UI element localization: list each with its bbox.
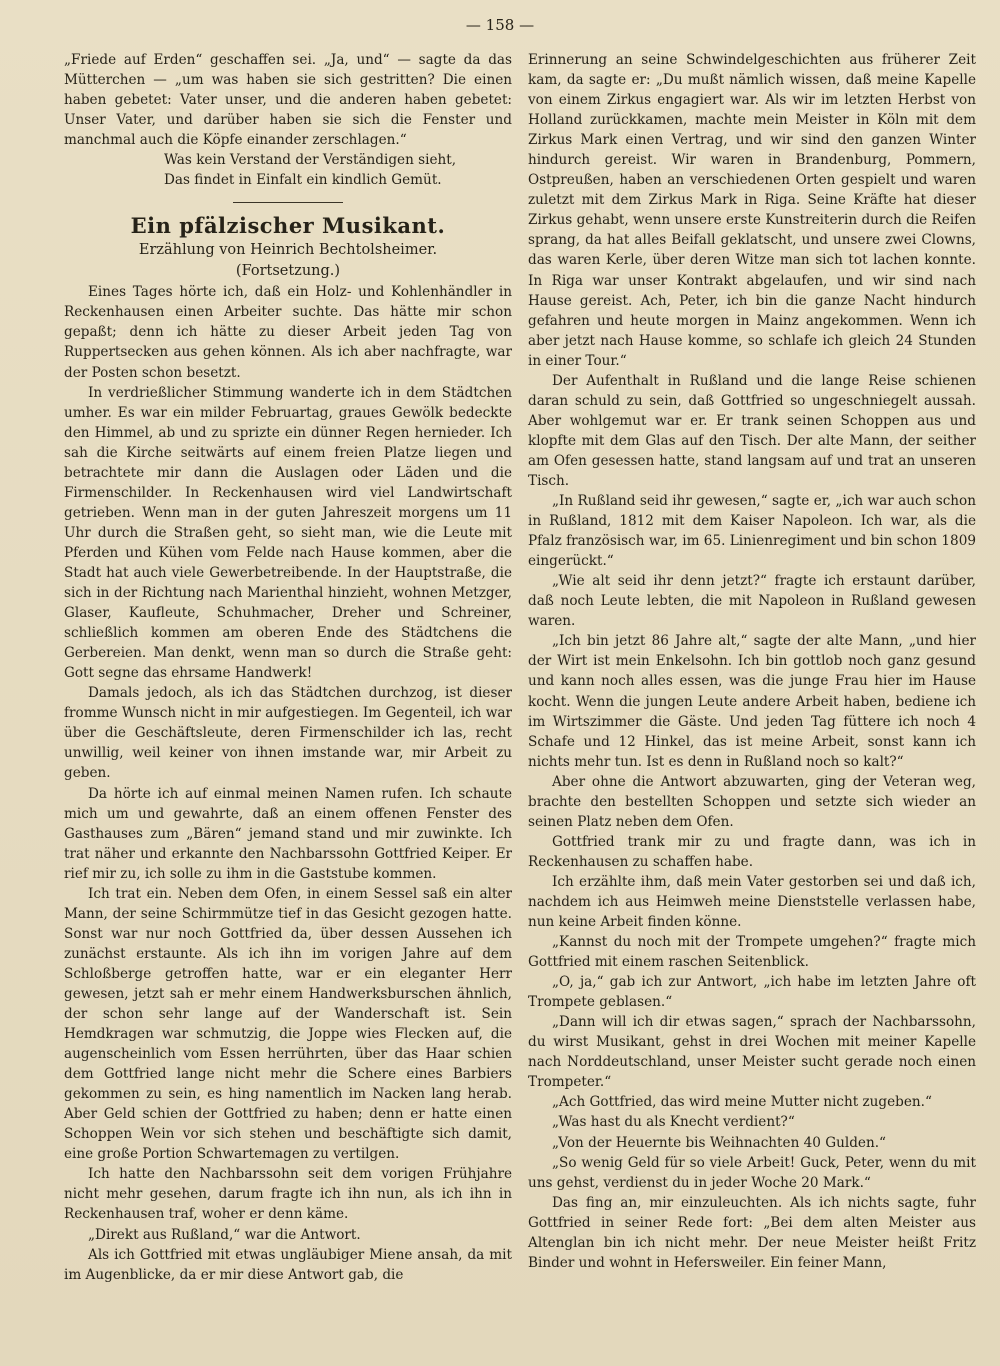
paragraph: „Direkt aus Rußland,“ war die Antwort. (88, 1226, 361, 1243)
story-byline: Erzählung von Heinrich Bechtolsheimer. (138, 242, 438, 259)
verse-line: Was kein Verstand der Verständigen sieht, (164, 152, 457, 169)
paragraph: Ich erzählte ihm, daß mein Vater gestorben sei und daß ich, nachdem ich aus Heimweh meine Dienststelle verlassen habe, nun keine Arbeit finden könne. (528, 873, 976, 931)
paragraph: „In Rußland seid ihr gewesen,“ sagte er, „ich war auch schon in Rußland, 1812 mit dem Kaiser Napoleon. Ich war, als die Pfalz französisch war, im 65. Linienregiment und bin schon 1809 eingerückt.“ (528, 493, 976, 570)
paragraph: Als ich Gottfried mit etwas ungläubiger Miene ansah, da mit im Augenblicke, da er mir diese Antwort gab, die (64, 1246, 512, 1283)
paragraph: „Ach Gottfried, das wird meine Mutter nicht zugeben.“ (552, 1094, 932, 1111)
paragraph: Ich hatte den Nachbarssohn seit dem vorigen Frühjahre nicht mehr gesehen, darum fragte ich ihn nun, als ich ihn in Reckenhausen traf, woher er denn käme. (64, 1166, 512, 1223)
left-column (64, 50, 512, 1285)
story-title: Ein pfälzischer Musikant. (130, 213, 446, 239)
paragraph: Das fing an, mir einzuleuchten. Als ich nichts sagte, fuhr Gottfried in seiner Rede fort: „Bei dem alten Meister aus Altenglan bin ich nicht mehr. Der neue Meister heißt Fritz Binder und wohnt in Hefersweiler. Ein feiner Mann, (528, 1194, 976, 1271)
paragraph: Der Aufenthalt in Rußland und die lange Reise schienen daran schuld zu sein, daß Gottfried so ungeschniegelt aussah. Aber wohlgemut war er. Er trank seinen Schoppen aus und klopfte mit dem Glas auf den Tisch. Der alte Mann, der seither am Ofen gesessen hatte, stand langsam auf und trat an unseren Tisch. (528, 372, 976, 489)
paragraph: Erinnerung an seine Schwindelgeschichten aus früherer Zeit kam, da sagte er: „Du mußt nämlich wissen, daß meine Kapelle von einem Zirkus engagiert war. Als wir im letzten Herbst von Holland zurückkamen, machte mein Meister in Köln mit dem Zirkus Mark einen Vertrag, und wir sind den ganzen Winter hindurch gereist. Wir waren in Brandenburg, Pommern, Ostpreußen, haben an verschiedenen Orten gespielt und waren zuletzt mit dem Zirkus Mark in Riga. Seine Kräfte hat dieser Zirkus gehabt, wenn unsere erste Kunstreiterin durch die Reifen sprang, da hat alles Beifall geklatscht, und unsere zwei Clowns, das waren Kerle, über deren Witze man sich tot lachen konnte. In Riga war unser Kontrakt abgelaufen, und wir sind nach Hause gereist. Ach, Peter, ich bin die ganze Nacht hindurch gefahren und heute morgen in Mainz angekommen. Wenn ich aber jetzt nach Hause komme, so schlafe ich gleich 24 Stunden in einer Tour.“ (528, 52, 976, 369)
intro-paragraph: „Friede auf Erden“ geschaffen sei. „Ja, und“ — sagte da das Mütterchen — „um was haben sie sich gestritten? Die einen haben gebetet: Vater unser, und die anderen haben gebetet: Unser Vater, und darüber haben sie sich die Fenster und manchmal auch die Köpfe einander zerschlagen.“ (64, 52, 512, 149)
paragraph: „Wie alt seid ihr denn jetzt?“ fragte ich erstaunt darüber, daß noch Leute lebten, die mit Napoleon in Rußland gewesen waren. (528, 573, 976, 630)
paragraph: „Kannst du noch mit der Trompete umgehen?“ fragte mich Gottfried mit einem raschen Seitenblick. (528, 934, 976, 971)
paragraph: Ich trat ein. Neben dem Ofen, in einem Sessel saß ein alter Mann, der seine Schirmmütze tief in das Gesicht gezogen hatte. Sonst war nur noch Gottfried da, über dessen Aussehen ich zunächst erstaunte. Als ich ihn im vorigen Jahre auf dem Schloßberge getroffen hatte, war er ein eleganter Herr gewesen, jetzt sah er mehr einem Handwerksburschen ähnlich, der schon sehr lange auf der Wanderschaft ist. Sein Hemdkragen war schmutzig, die Joppe wies Flecken auf, die augenscheinlich vom Essen herrührten, über das Haar schien dem Gottfried lange nicht mehr die Schere eines Barbiers gekommen zu sein, es hing namentlich im Nacken lang herab. Aber Geld schien der Gottfried zu haben; denn er hatte einen Schoppen Wein vor sich stehen und beschäftigte sich damit, eine große Portion Schwartemagen zu vertilgen. (64, 885, 512, 1163)
paragraph: Damals jedoch, als ich das Städtchen durchzog, ist dieser fromme Wunsch nicht in mir aufgestiegen. Im Gegenteil, ich war über die Geschäftsleute, deren Firmenschilder ich las, recht unwillig, weil keiner von ihnen imstande war, mir Arbeit zu geben. (64, 685, 512, 782)
paragraph: „O, ja,“ gab ich zur Antwort, „ich habe im letzten Jahre oft Trompete geblasen.“ (528, 974, 976, 1011)
paragraph: „Ich bin jetzt 86 Jahre alt,“ sagte der alte Mann, „und hier der Wirt ist mein Enkelsohn. Ich bin gottlob noch ganz gesund und kann noch alles essen, was die junge Frau hier im Hause kocht. Wenn die jungen Leute andere Arbeit haben, bediene ich im Wirtszimmer die Gäste. Und jeden Tag füttere ich noch 4 Schafe und 12 Hinkel, das ist meine Arbeit, sonst kann ich nichts mehr tun. Ist es denn in Rußland noch so kalt?“ (528, 633, 976, 770)
paragraph: „So wenig Geld für so viele Arbeit! Guck, Peter, wenn du mit uns gehst, verdienst du in jeder Woche 20 Mark.“ (528, 1154, 976, 1191)
page-number: — 158 — (465, 16, 535, 34)
section-divider (233, 202, 343, 203)
paragraph: „Dann will ich dir etwas sagen,“ sprach der Nachbarssohn, du wirst Musikant, gehst in drei Wochen mit meiner Kapelle nach Norddeutschland, unser Meister sucht gerade noch einen Trompeter.“ (528, 1014, 976, 1091)
paragraph: „Was hast du als Knecht verdient?“ (552, 1114, 795, 1131)
paragraph: Da hörte ich auf einmal meinen Namen rufen. Ich schaute mich um und gewahrte, daß an einem offenen Fenster des Gasthauses zum „Bären“ jemand stand und mir zuwinkte. Ich trat näher und erkannte den Nachbarssohn Gottfried Keiper. Er rief mir zu, ich solle zu ihm in die Gaststube kommen. (64, 785, 512, 882)
right-column (528, 50, 976, 1273)
paragraph: Gottfried trank mir zu und fragte dann, was ich in Reckenhausen zu schaffen habe. (528, 833, 976, 870)
paragraph: Aber ohne die Antwort abzuwarten, ging der Veteran weg, brachte den bestellten Schoppen und setzte sich wieder an seinen Platz neben dem Ofen. (528, 773, 976, 830)
paragraph: „Von der Heuernte bis Weihnachten 40 Gulden.“ (552, 1134, 886, 1151)
verse-line: Das findet in Einfalt ein kindlich Gemüt. (164, 172, 442, 189)
paragraph: Eines Tages hörte ich, daß ein Holz- und Kohlenhändler in Reckenhausen einen Arbeiter suchte. Das hätte mir schon gepaßt; denn ich hätte zu dieser Arbeit jeden Tag von Ruppertsecken aus gehen können. Als ich aber nachfragte, war der Posten schon besetzt. (64, 284, 512, 381)
continuation-note: (Fortsetzung.) (235, 263, 341, 280)
paragraph: In verdrießlicher Stimmung wanderte ich in dem Städtchen umher. Es war ein milder Februartag, graues Gewölk bedeckte den Himmel, ab und zu sprizte ein dünner Regen hernieder. Ich sah die Kirche seitwärts auf einem freien Platze liegen und betrachtete mir dann die Auslagen oder Läden und die Firmenschilder. In Reckenhausen wird viel Landwirtschaft getrieben. Wenn man in der guten Jahreszeit morgens um 11 Uhr durch die Straßen geht, so sieht man, wie die Leute mit Pferden und Kühen vom Felde nach Hause kommen, aber die Stadt hat auch viele Gewerbetreibende. In der Hauptstraße, die sich in der Richtung nach Marienthal hinzieht, wohnen Metzger, Glaser, Kaufleute, Schuhmacher, Dreher und Schreiner, schließlich kommen am oberen Ende des Städtchens die Gerbereien. Man denkt, wenn man so durch die Straße geht: Gott segne das ehrsame Handwerk! (64, 384, 512, 682)
